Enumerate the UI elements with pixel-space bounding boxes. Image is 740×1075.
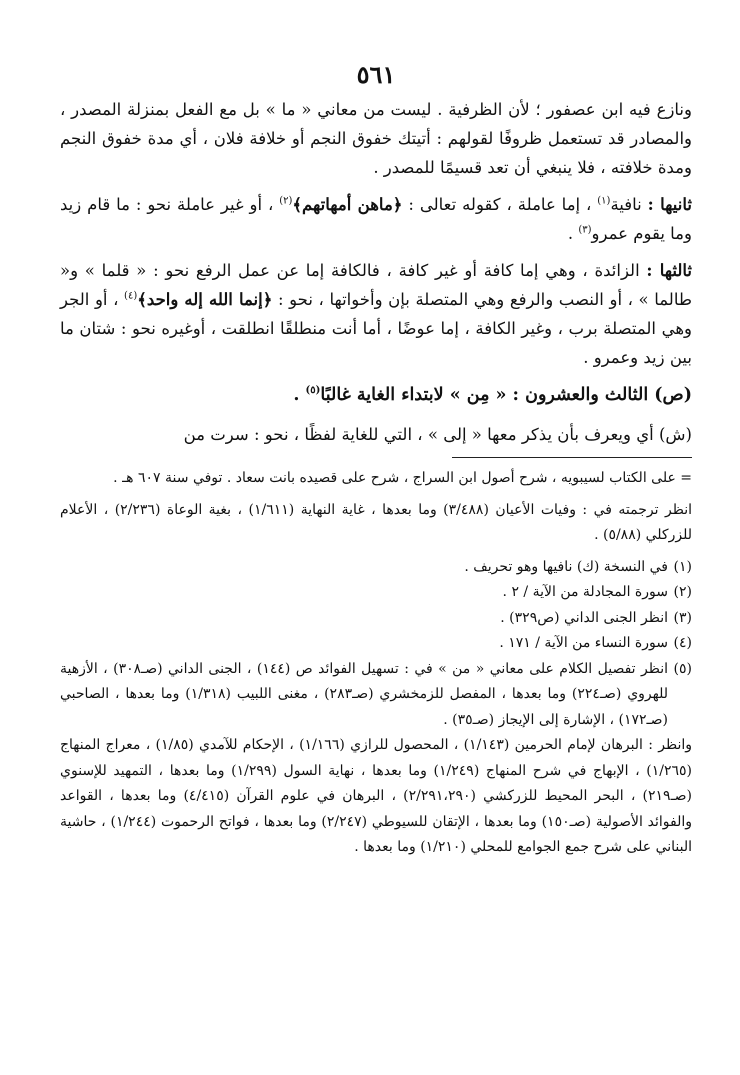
text-span: ، أو غير عاملة نحو : ما قام زيد وما يقوم عمرو xyxy=(60,195,692,243)
footnote-see-also: وانظر : البرهان لإمام الحرمين (١/١٤٣) ، المحصول للرازي (١/١٦٦) ، الإحكام للآمدي (١/٨٥) ، معراج المنهاج (١/٢٦٥) ، الإبهاج في شرح المنهاج (١/٢٤٩) وما بعدها ، نهاية السول (١/٢٩٩) وما بعدها ، التمهيد للإسنوي (صـ٢١٩) ، البحر المحيط للزركشي (٢/٢٩١،٢٩٠) ، البرهان في علوم القرآن (٤/٤١٥) وما بعدها ، القواعد والفوائد الأصولية (صـ١٥٠) وما بعدها ، الإتقان للسيوطي (٢/٢٤٧) وما بعدها ، فواتح الرحموت (١/٢٤٤) ، حاشية البناني على شرح جمع الجوامع للمحلي (١/٢١٠) وما بعدها . xyxy=(60,737,693,855)
section-heading-min xyxy=(60,380,692,410)
footnote-ref-2: (٢) xyxy=(279,195,293,207)
footnote-ref-1: (١) xyxy=(597,195,611,207)
text-span: الزائدة ، وهي إما كافة أو غير كافة ، فالكافة إما عن عمل الرفع نحو : « قلما » و« طالما » ، أو النصب والرفع وهي المتصلة بإن وأخواتها ، نحو : xyxy=(60,261,692,309)
footnote-biography: انظر ترجمته في : وفيات الأعيان (٣/٤٨٨) وما بعدها ، غاية النهاية (١/٦١١) ، بغية الوعاة (٢/٢٣٦) ، الأعلام للزركلي (٥/٨٨) . xyxy=(60,501,692,543)
footnote-item xyxy=(60,606,692,632)
footnote-divider xyxy=(452,457,692,458)
footnote-number: (٣) xyxy=(673,609,692,626)
quran-quote: ﴿ماهن أمهاتهم﴾ xyxy=(292,195,403,214)
footnote-item xyxy=(60,657,692,734)
heading-end: . xyxy=(293,385,306,405)
heading-text: (ص) الثالث والعشرون : « مِن » لابتداء الغاية غالبًا xyxy=(320,385,692,405)
section-label-second: ثانيها : xyxy=(647,195,692,214)
main-text xyxy=(60,95,692,449)
paragraph-zarfiyya: ونازع فيه ابن عصفور ؛ لأن الظرفية . ليست من معاني « ما » بل مع الفعل بمنزلة المصدر ، والمصادر قد تستعمل ظروفًا لقولهم : أتيتك خفوق النجم أو خلافة فلان ، أي مدة خفوق النجم ومدة خلافته ، فلا ينبغي أن تعد قسيمًا للمصدر . xyxy=(60,100,692,177)
footnote-item xyxy=(60,555,692,581)
quran-quote: ﴿إنما الله إله واحد﴾ xyxy=(137,290,273,309)
footnote-ref-3: (٣) xyxy=(578,224,592,236)
footnote-text: سورة النساء من الآية / ١٧١ . xyxy=(499,635,668,651)
footnote-number: (٢) xyxy=(673,584,692,600)
footnote-number: (٤) xyxy=(673,635,692,651)
footnote-number: (١) xyxy=(673,558,692,575)
footnote-ref-4: (٤) xyxy=(124,290,138,302)
text-span: . xyxy=(567,224,579,243)
text-span: نافية xyxy=(610,195,648,214)
paragraph-sharh: (ش) أي ويعرف بأن يذكر معها « إلى » ، التي للغاية لفظًا ، نحو : سرت من xyxy=(183,425,692,444)
footnote-text: في النسخة (ك) نافيها وهو تحريف . xyxy=(464,558,668,575)
footnotes xyxy=(60,466,692,861)
paragraph-nafiya xyxy=(60,190,692,248)
paragraph-zaida xyxy=(60,256,692,372)
footnote-text: انظر تفصيل الكلام على معاني « من » في : تسهيل الفوائد ص (١٤٤) ، الجنى الداني (صـ٣٠٨) ، الأزهية للهروي (صـ٢٢٤) وما بعدها ، المفصل للزمخشري (صـ٢٨٣) ، مغنى اللبيب (١/٣١٨) وما بعدها ، الصاحبي (صـ١٧٢) ، الإشارة إلى الإيجاز (صـ٣٥) . xyxy=(60,660,668,728)
section-label-third: ثالثها : xyxy=(646,261,692,280)
footnote-item xyxy=(60,580,692,606)
page-number: ٥٦١ xyxy=(356,60,396,89)
text-span: ، إما عاملة ، كقوله تعالى : xyxy=(402,195,598,214)
footnote-number: (٥) xyxy=(673,660,692,677)
text-span: ، أو الجر وهي المتصلة برب ، وغير الكافة ، إما عوضًا ، أما أنت منطلقًا انطلقت ، أوغيره نحو : شتان ما بين زيد وعمرو . xyxy=(60,290,692,367)
footnote-text: انظر الجنى الداني (ص٣٢٩) . xyxy=(500,609,668,626)
footnote-item xyxy=(60,631,692,657)
book-page xyxy=(60,60,692,1060)
footnote-continuation: = على الكتاب لسيبويه ، شرح أصول ابن السراج ، شرح على قصيده بانت سعاد . توفي سنة ٦٠٧ هـ . xyxy=(113,470,692,486)
footnote-text: سورة المجادلة من الآية / ٢ . xyxy=(502,584,668,600)
footnote-ref-5: (٥) xyxy=(305,385,321,397)
